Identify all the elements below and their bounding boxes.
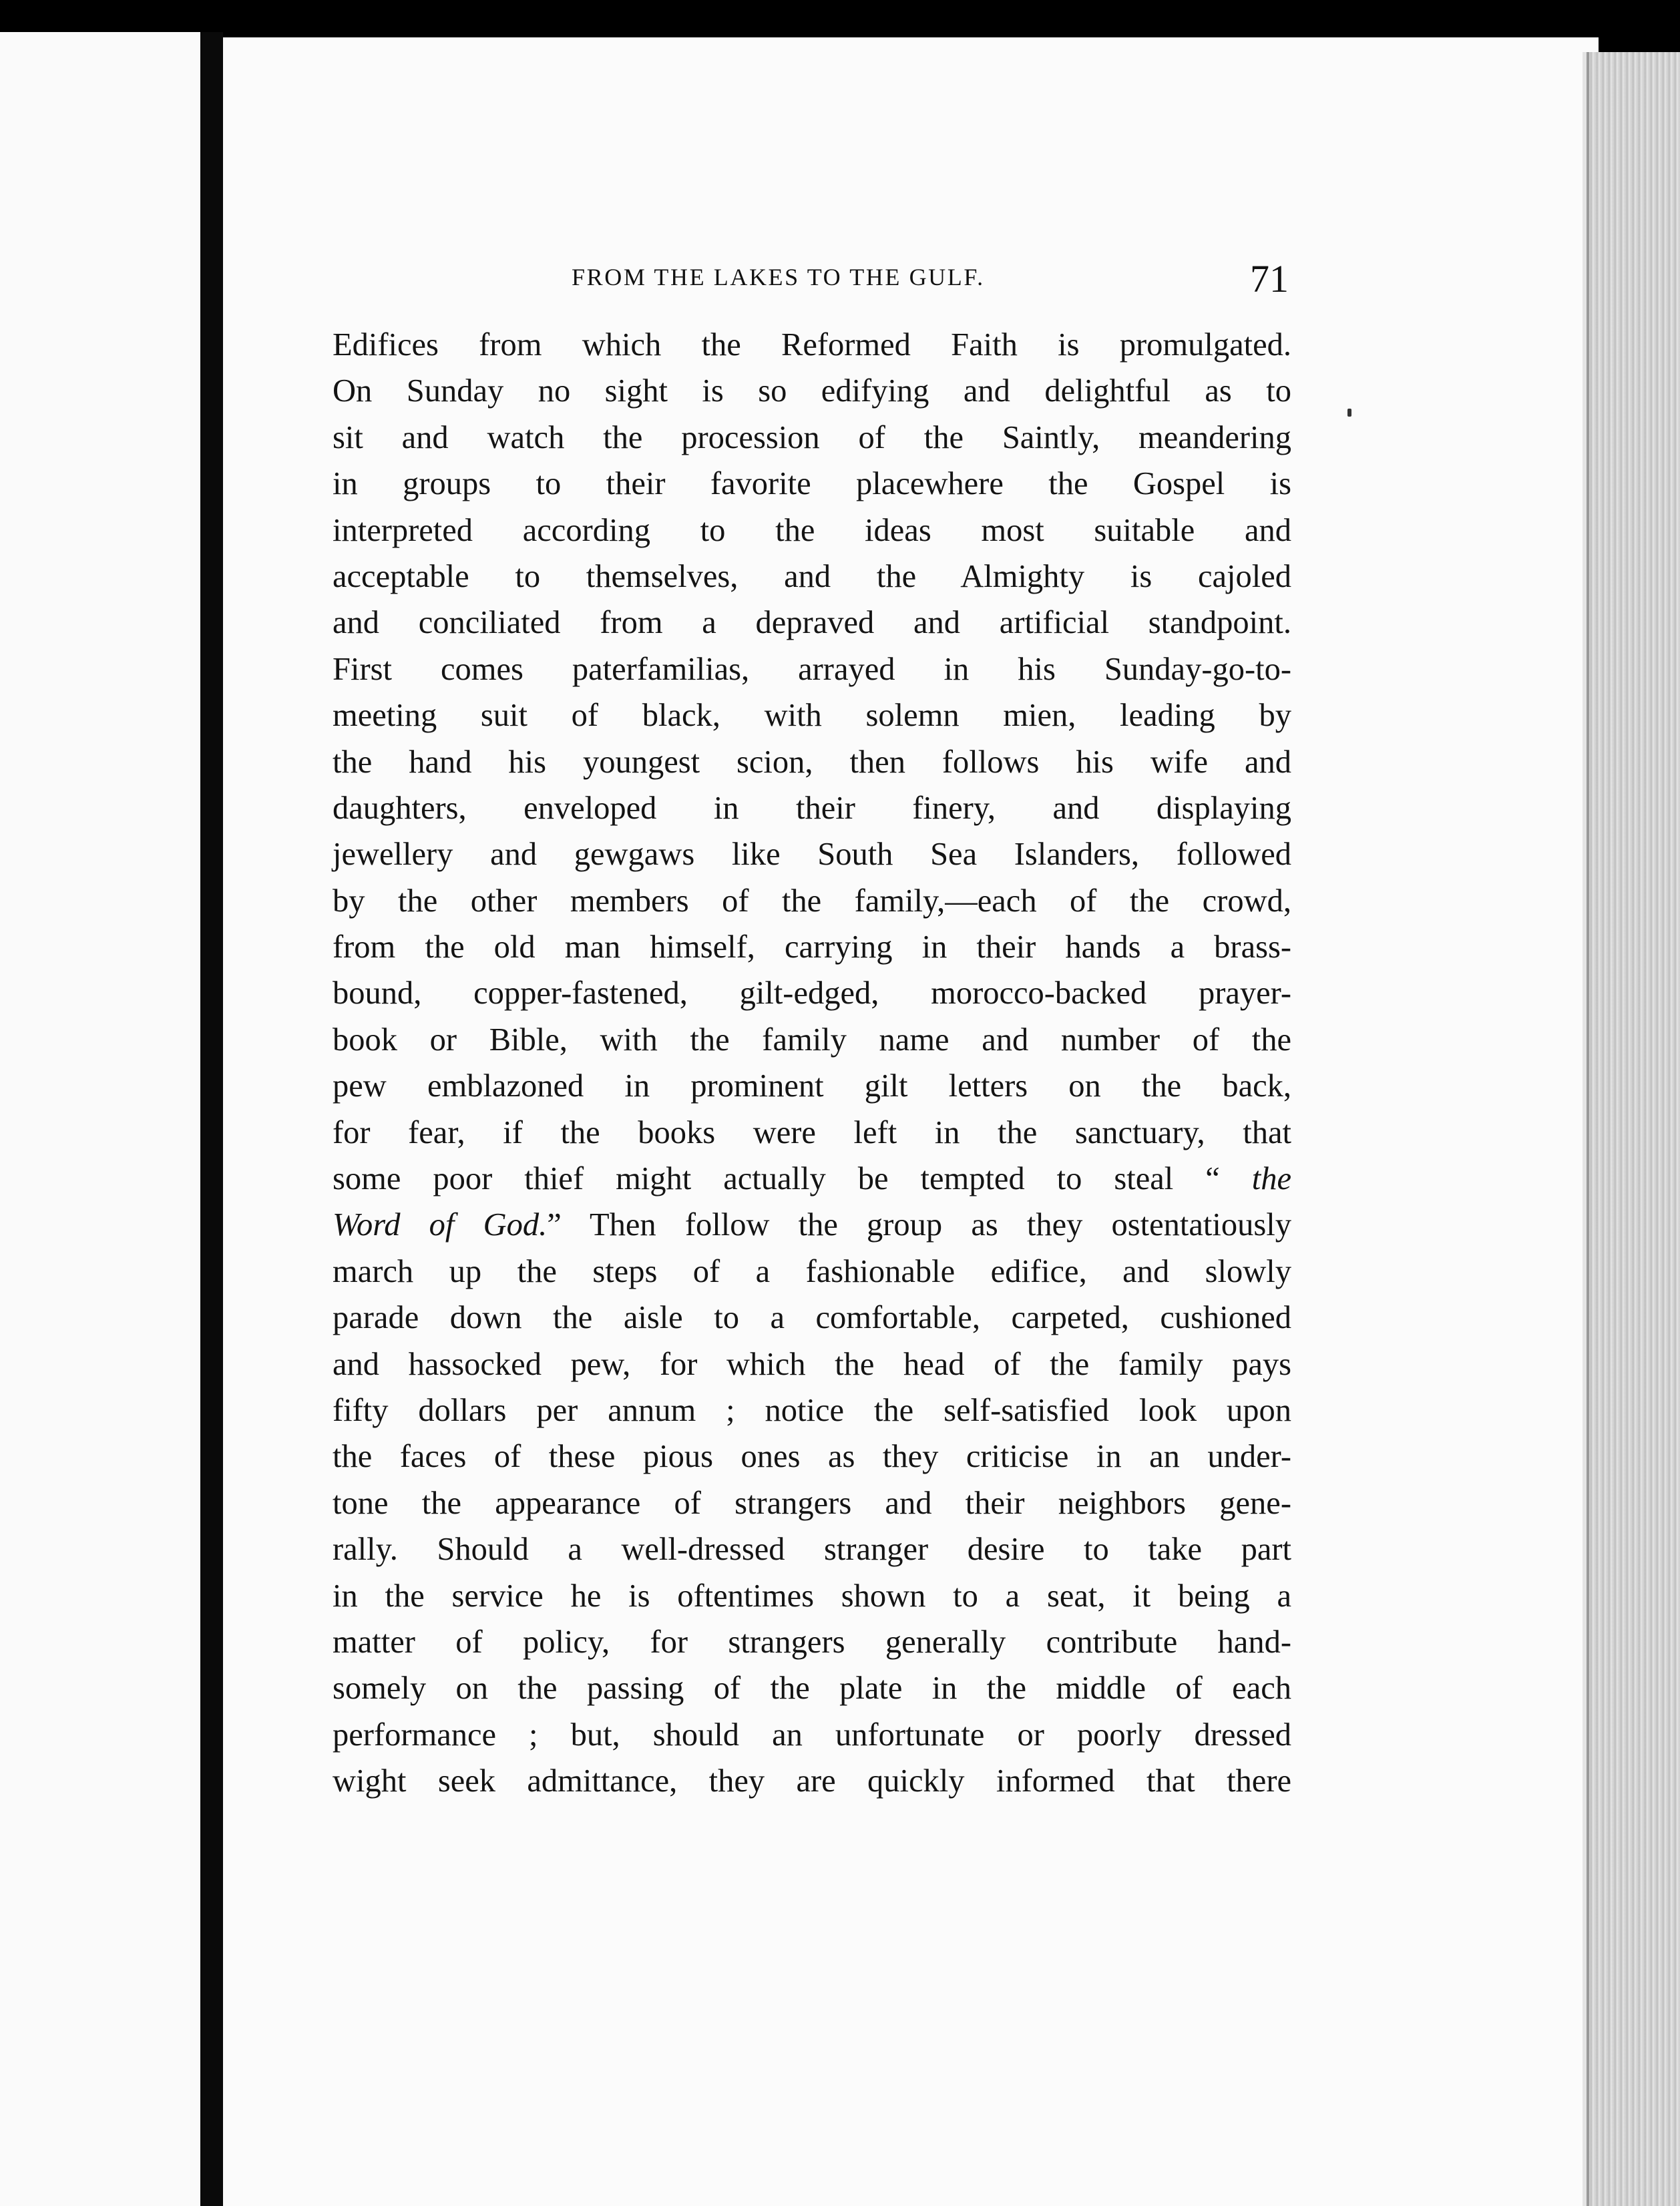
text-line: in groups to their favorite placewhere the Gospel is	[333, 466, 1291, 502]
text-line: bound, copper-fastened, gilt-edged, morocco-backed prayer-	[333, 975, 1291, 1012]
text-line: daughters, enveloped in their finery, and displaying	[333, 790, 1291, 826]
text-line: some poor thief might actually be tempted to steal “ the	[333, 1161, 1291, 1197]
text-line: and hassocked pew, for which the head of the family pays	[333, 1346, 1291, 1382]
text-line: matter of policy, for strangers generally contribute hand-	[333, 1624, 1291, 1660]
text-line: rally. Should a well-dressed stranger desire to take part	[333, 1532, 1291, 1568]
text-line: wight seek admittance, they are quickly informed that there	[333, 1763, 1291, 1799]
text-line: tone the appearance of strangers and their neighbors gene-	[333, 1485, 1291, 1521]
text-line: sit and watch the procession of the Saintly, meandering	[333, 419, 1291, 455]
text-line: meeting suit of black, with solemn mien, leading by	[333, 698, 1291, 734]
stray-ink-mark	[1347, 409, 1351, 417]
text-line: from the old man himself, carrying in their hands a brass-	[333, 929, 1291, 965]
book-gutter	[200, 32, 223, 2206]
text-line: First comes paterfamilias, arrayed in his Sunday-go-to-	[333, 651, 1291, 687]
text-line: performance ; but, should an unfortunate or poorly dressed	[333, 1717, 1291, 1753]
text-line: interpreted according to the ideas most suitable and	[333, 512, 1291, 548]
text-line: by the other members of the family,—each of the crowd,	[333, 883, 1291, 919]
body-text	[333, 322, 1291, 1805]
text-line: book or Bible, with the family name and number of the	[333, 1022, 1291, 1058]
text-line: and conciliated from a depraved and artificial standpoint.	[333, 605, 1291, 641]
text-line: On Sunday no sight is so edifying and delightful as to	[333, 373, 1291, 409]
text-line: for fear, if the books were left in the sanctuary, that	[333, 1114, 1291, 1150]
text-line: Word of God.” Then follow the group as they ostentatiously	[333, 1207, 1291, 1243]
left-page-edge	[0, 32, 204, 2206]
text-line: acceptable to themselves, and the Almighty is cajoled	[333, 558, 1291, 594]
text-line: march up the steps of a fashionable edifice, and slowly	[333, 1253, 1291, 1289]
text-line: jewellery and gewgaws like South Sea Islanders, followed	[333, 837, 1291, 873]
running-head	[341, 256, 1289, 303]
text-line: the hand his youngest scion, then follows his wife and	[333, 744, 1291, 780]
text-line: in the service he is oftentimes shown to a seat, it being a	[333, 1578, 1291, 1614]
text-line: somely on the passing of the plate in the middle of each	[333, 1671, 1291, 1707]
text-line: pew emblazoned in prominent gilt letters on the back,	[333, 1068, 1291, 1104]
text-line: parade down the aisle to a comfortable, carpeted, cushioned	[333, 1300, 1291, 1336]
stacked-page-edges	[1587, 52, 1680, 2206]
running-title: FROM THE LAKES TO THE GULF.	[572, 264, 985, 290]
page-number: 71	[1250, 257, 1289, 300]
text-line: Edifices from which the Reformed Faith is promulgated.	[333, 327, 1291, 363]
text-line: the faces of these pious ones as they criticise in an under-	[333, 1439, 1291, 1475]
text-line: fifty dollars per annum ; notice the self-satisfied look upon	[333, 1392, 1291, 1428]
